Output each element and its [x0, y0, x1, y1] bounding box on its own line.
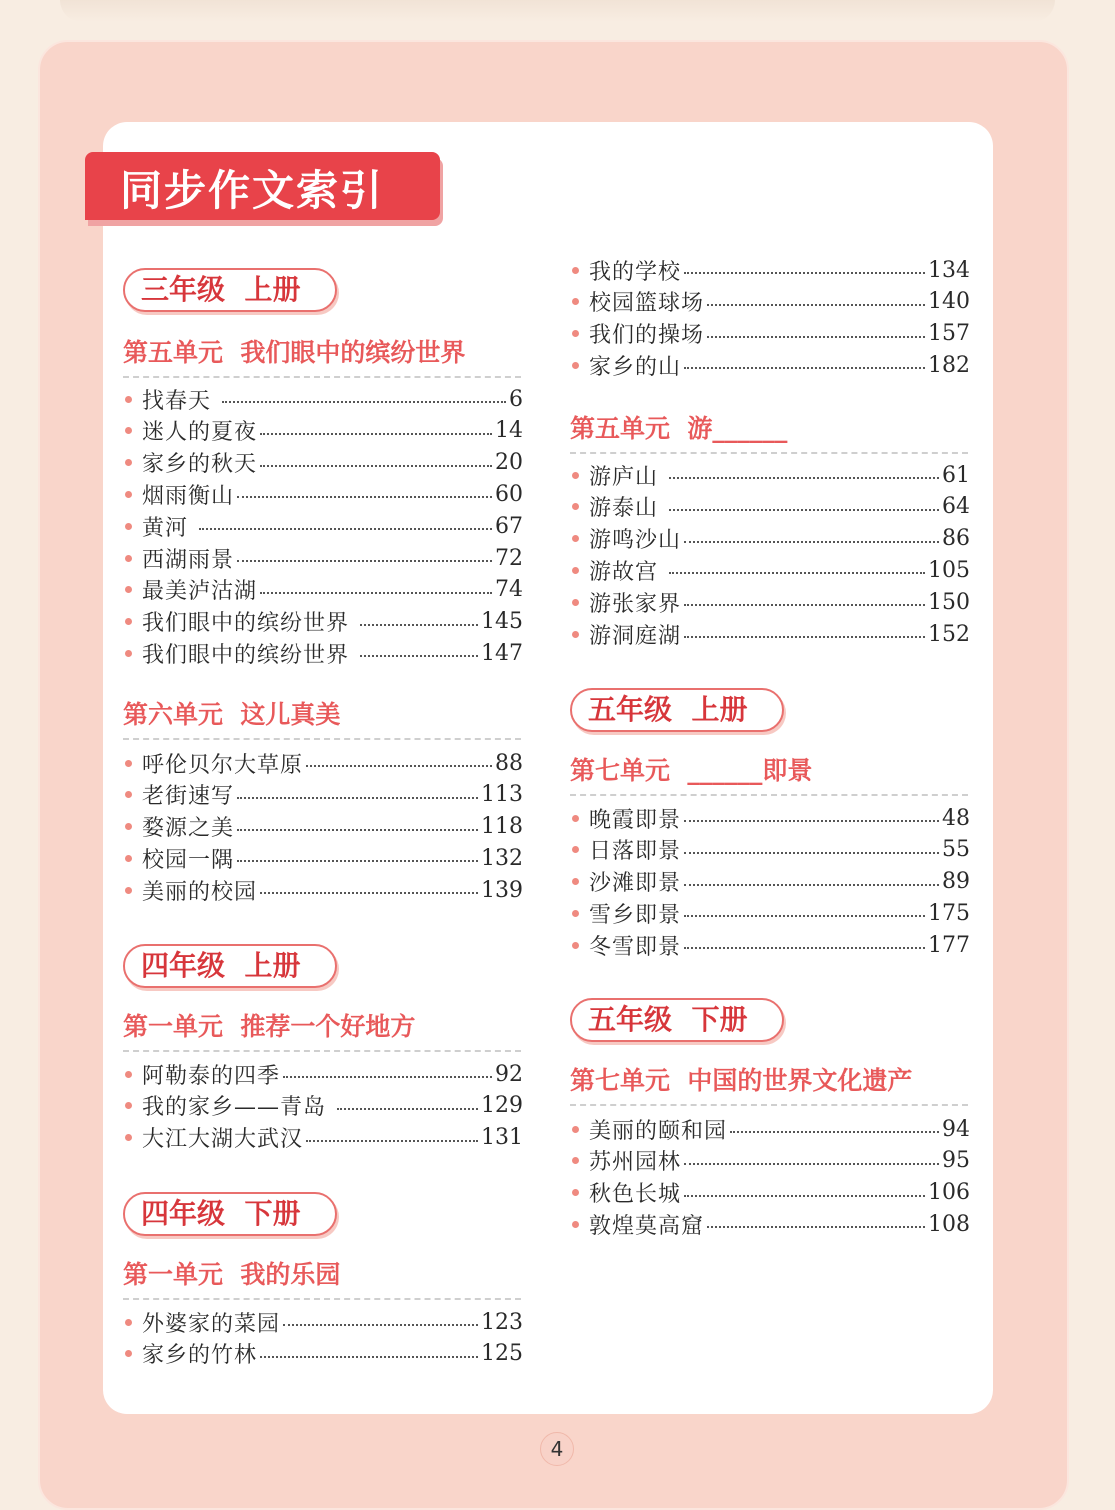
dot-leader	[684, 915, 925, 917]
dot-leader	[669, 477, 939, 479]
entry-page: 72	[495, 545, 523, 571]
dot-leader	[684, 852, 939, 854]
entry-title: 晚霞即景	[589, 807, 682, 833]
page-number: 4	[540, 1432, 574, 1466]
entry-title: 家乡的秋天	[142, 452, 258, 478]
entry-page: 67	[495, 513, 523, 539]
entry-page: 175	[928, 900, 970, 926]
bullet-icon	[572, 1189, 579, 1196]
dot-leader	[260, 892, 478, 894]
index-entry	[123, 780, 523, 810]
entry-page: 95	[942, 1148, 970, 1174]
entry-title: 黄河	[142, 515, 196, 541]
entry-page: 182	[928, 352, 970, 378]
unit-heading: 第一单元 我的乐园	[123, 1258, 521, 1300]
dot-leader	[684, 1195, 925, 1197]
entry-page: 113	[481, 782, 523, 808]
dot-leader	[684, 541, 939, 543]
dot-leader	[684, 1163, 939, 1165]
index-entry	[123, 748, 523, 778]
entry-title: 日落即景	[589, 839, 682, 865]
index-entry	[123, 1059, 523, 1089]
entry-title: 我们眼中的缤纷世界	[142, 611, 357, 637]
bullet-icon	[125, 396, 132, 403]
page-title: 同步作文索引	[120, 166, 385, 215]
dot-leader	[199, 528, 492, 530]
entry-title: 烟雨衡山	[142, 483, 235, 509]
index-entry	[570, 619, 970, 649]
entry-title: 美丽的校园	[142, 879, 258, 905]
entry-title: 老街速写	[142, 784, 235, 810]
unit-heading: 第五单元 我们眼中的缤纷世界	[123, 336, 521, 378]
entry-title: 校园篮球场	[589, 291, 705, 317]
entry-page: 61	[942, 462, 970, 488]
index-entry	[123, 812, 523, 842]
bullet-icon	[125, 618, 132, 625]
entry-title: 游泰山	[589, 496, 666, 522]
entry-title: 冬雪即景	[589, 934, 682, 960]
index-entry	[123, 416, 523, 446]
entry-title: 游张家界	[589, 591, 682, 617]
dot-leader	[669, 509, 939, 511]
dot-leader	[237, 829, 478, 831]
index-entry	[123, 1307, 523, 1337]
grade-header: 五年级 下册	[570, 998, 784, 1042]
dot-leader	[260, 1356, 478, 1358]
unit-heading: 第一单元 推荐一个好地方	[123, 1010, 521, 1052]
entry-page: 139	[481, 877, 523, 903]
bullet-icon	[572, 942, 579, 949]
bullet-icon	[572, 567, 579, 574]
entry-page: 74	[495, 577, 523, 603]
index-entry	[123, 1123, 523, 1153]
bullet-icon	[572, 815, 579, 822]
entry-page: 88	[495, 750, 523, 776]
dot-leader	[684, 272, 925, 274]
dot-leader	[684, 884, 939, 886]
index-entry	[123, 511, 523, 541]
entry-page: 145	[481, 609, 523, 635]
entry-page: 129	[481, 1093, 523, 1119]
entry-page: 92	[495, 1061, 523, 1087]
entry-title: 大江大湖大武汉	[142, 1127, 304, 1153]
entry-title: 沙滩即景	[589, 871, 682, 897]
entry-page: 123	[481, 1309, 523, 1335]
entry-page: 105	[928, 557, 970, 583]
entry-page: 157	[928, 321, 970, 347]
index-entry	[570, 1178, 970, 1208]
index-entry	[123, 1091, 523, 1121]
entry-page: 86	[942, 526, 970, 552]
index-entry	[123, 638, 523, 668]
dot-leader	[260, 592, 492, 594]
entry-page: 118	[481, 814, 523, 840]
top-shadow	[60, 0, 1055, 22]
index-entry	[570, 319, 970, 349]
bullet-icon	[125, 1319, 132, 1326]
bullet-icon	[125, 760, 132, 767]
index-entry	[570, 867, 970, 897]
index-entry	[570, 835, 970, 865]
entry-title: 我的学校	[589, 259, 682, 285]
dot-leader	[237, 860, 478, 862]
bullet-icon	[572, 362, 579, 369]
dot-leader	[237, 496, 492, 498]
index-entry	[570, 930, 970, 960]
entry-page: 152	[928, 621, 970, 647]
entry-page: 150	[928, 589, 970, 615]
index-entry	[123, 448, 523, 478]
entry-title: 秋色长城	[589, 1182, 682, 1208]
entry-page: 108	[928, 1211, 970, 1237]
index-entry	[570, 803, 970, 833]
bullet-icon	[572, 910, 579, 917]
index-entry	[570, 350, 970, 380]
bullet-icon	[572, 1221, 579, 1228]
dot-leader	[237, 797, 478, 799]
grade-header: 四年级 上册	[123, 944, 337, 988]
entry-title: 我们眼中的缤纷世界	[142, 642, 357, 668]
bullet-icon	[572, 267, 579, 274]
bullet-icon	[125, 523, 132, 530]
unit-heading: 第七单元 ______即景	[570, 754, 968, 796]
unit-heading: 第七单元 中国的世界文化遗产	[570, 1064, 968, 1106]
dot-leader	[237, 560, 492, 562]
entry-page: 89	[942, 869, 970, 895]
entry-page: 60	[495, 481, 523, 507]
entry-title: 家乡的竹林	[142, 1343, 258, 1369]
entry-title: 我们的操场	[589, 323, 705, 349]
entry-page: 132	[481, 845, 523, 871]
dot-leader	[260, 465, 492, 467]
entry-title: 呼伦贝尔大草原	[142, 752, 304, 778]
bullet-icon	[125, 855, 132, 862]
entry-title: 家乡的山	[589, 354, 682, 380]
bullet-icon	[125, 586, 132, 593]
unit-heading: 第六单元 这儿真美	[123, 698, 521, 740]
index-entry	[123, 479, 523, 509]
entry-page: 94	[942, 1116, 970, 1142]
bullet-icon	[572, 631, 579, 638]
entry-page: 177	[928, 932, 970, 958]
bullet-icon	[125, 1350, 132, 1357]
entry-title: 最美泸沽湖	[142, 579, 258, 605]
entry-title: 苏州园林	[589, 1150, 682, 1176]
dot-leader	[707, 304, 925, 306]
grade-header: 四年级 下册	[123, 1192, 337, 1236]
entry-page: 48	[942, 805, 970, 831]
entry-page: 64	[942, 494, 970, 520]
grade-header: 三年级 上册	[123, 268, 337, 312]
bullet-icon	[572, 1157, 579, 1164]
bullet-icon	[125, 459, 132, 466]
entry-page: 131	[481, 1125, 523, 1151]
index-entry	[570, 255, 970, 285]
index-entry	[570, 492, 970, 522]
index-entry	[123, 384, 523, 414]
index-entry	[570, 1209, 970, 1239]
dot-leader	[684, 820, 939, 822]
entry-page: 20	[495, 450, 523, 476]
entry-page: 55	[942, 837, 970, 863]
entry-page: 125	[481, 1341, 523, 1367]
entry-title: 游庐山	[589, 464, 666, 490]
dot-leader	[684, 367, 925, 369]
bullet-icon	[125, 791, 132, 798]
index-entry	[570, 524, 970, 554]
entry-title: 游故宫	[589, 559, 666, 585]
entry-page: 140	[928, 289, 970, 315]
bullet-icon	[572, 599, 579, 606]
bullet-icon	[125, 1134, 132, 1141]
bullet-icon	[572, 535, 579, 542]
entry-page: 134	[928, 257, 970, 283]
index-entry	[570, 287, 970, 317]
dot-leader	[283, 1076, 492, 1078]
bullet-icon	[125, 427, 132, 434]
index-entry	[123, 875, 523, 905]
entry-title: 找春天	[142, 388, 219, 414]
index-entry	[570, 1114, 970, 1144]
bullet-icon	[572, 503, 579, 510]
dot-leader	[337, 1108, 478, 1110]
dot-leader	[360, 624, 478, 626]
bullet-icon	[125, 1102, 132, 1109]
index-entry	[570, 460, 970, 490]
bullet-icon	[572, 298, 579, 305]
bullet-icon	[125, 491, 132, 498]
bullet-icon	[125, 650, 132, 657]
entry-page: 106	[928, 1180, 970, 1206]
entry-title: 游鸣沙山	[589, 528, 682, 554]
dot-leader	[707, 336, 925, 338]
entry-title: 校园一隅	[142, 847, 235, 873]
bullet-icon	[125, 887, 132, 894]
index-entry	[123, 543, 523, 573]
entry-title: 外婆家的菜园	[142, 1311, 281, 1337]
index-entry	[123, 607, 523, 637]
dot-leader	[306, 1140, 478, 1142]
dot-leader	[730, 1131, 939, 1133]
index-entry	[123, 843, 523, 873]
dot-leader	[669, 572, 925, 574]
dot-leader	[684, 947, 925, 949]
bullet-icon	[125, 1071, 132, 1078]
entry-title: 阿勒泰的四季	[142, 1063, 281, 1089]
bullet-icon	[572, 330, 579, 337]
index-entry	[570, 587, 970, 617]
bullet-icon	[572, 1126, 579, 1133]
entry-title: 西湖雨景	[142, 547, 235, 573]
bullet-icon	[125, 823, 132, 830]
entry-page: 14	[495, 418, 523, 444]
dot-leader	[260, 433, 492, 435]
index-entry	[570, 555, 970, 585]
dot-leader	[684, 636, 925, 638]
index-entry	[570, 1146, 970, 1176]
bullet-icon	[572, 846, 579, 853]
entry-page: 6	[509, 386, 523, 412]
index-entry	[123, 575, 523, 605]
entry-title: 我的家乡——青岛	[142, 1095, 334, 1121]
bullet-icon	[572, 472, 579, 479]
dot-leader	[360, 655, 478, 657]
entry-title: 游洞庭湖	[589, 623, 682, 649]
entry-page: 147	[481, 640, 523, 666]
dot-leader	[283, 1324, 478, 1326]
dot-leader	[306, 765, 492, 767]
dot-leader	[684, 604, 925, 606]
dot-leader	[707, 1226, 925, 1228]
bullet-icon	[125, 555, 132, 562]
unit-heading: 第五单元 游______	[570, 412, 968, 454]
entry-title: 迷人的夏夜	[142, 420, 258, 446]
grade-header: 五年级 上册	[570, 688, 784, 732]
title-banner	[85, 152, 440, 220]
index-entry	[123, 1339, 523, 1369]
bullet-icon	[572, 878, 579, 885]
entry-title: 敦煌莫高窟	[589, 1213, 705, 1239]
entry-title: 美丽的颐和园	[589, 1118, 728, 1144]
dot-leader	[222, 401, 506, 403]
entry-title: 雪乡即景	[589, 902, 682, 928]
index-entry	[570, 898, 970, 928]
entry-title: 婺源之美	[142, 816, 235, 842]
